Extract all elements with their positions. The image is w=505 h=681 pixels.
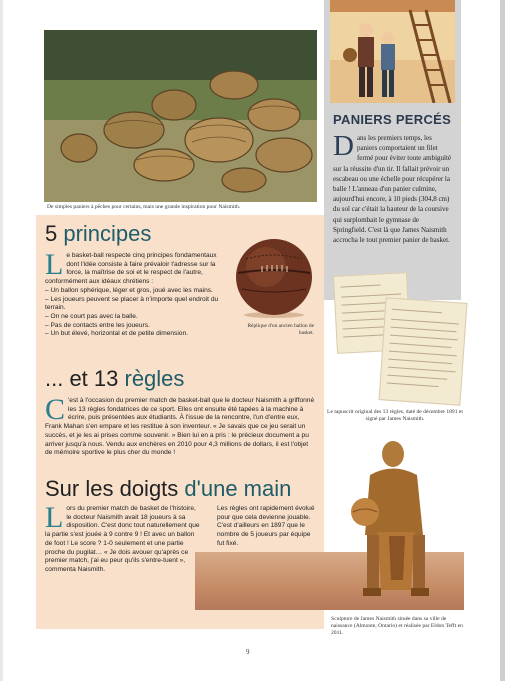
heading-principes-accent: principes [63,221,152,246]
regles-body [45,393,317,458]
illustration-ladder-scene [330,0,455,103]
regles-dropcap: C [45,393,66,426]
top-photo-caption: De simples paniers à pêches pour certains, mais une grande inspiration pour Naismith. [47,204,241,210]
principes-item: – Pas de contacts entre les joueurs. [45,321,150,329]
ball-caption: Réplique d'un ancien ballon de basket. [247,323,314,336]
doigts-col2: Les règles ont rapidement évolué pour que cela devienne jouable. C'est d'ailleurs en 1897 que le nombre de 5 joueurs par équipe fut fixé. [217,505,315,547]
heading-regles-plain: ... et 13 [45,366,125,391]
sidebar-text: ans les premiers temps, les paniers comportaient un filet fermé pour éviter toute ambiguïté sur la réussite d'un tir. Il fallait prévoir un escabeau ou une échelle pour récupérer la balle ! L'anneau d'un panier culmine, aujourd'hui encore, à 10 pieds (304,8 cm) du sol car c'était la hauteur de la coursive qui surplombait le gymnase de Springfield. C'est là que James Naismith accrocha le tout premier panier de basket. [333,134,452,245]
rules-document-page-2 [379,297,468,405]
page-edge-shadow [500,0,505,681]
principes-item: – On ne court pas avec la balle. [45,312,138,320]
photo-peach-baskets [44,30,317,202]
principes-item: – Un ballon sphérique, léger et gros, joué avec les mains. [45,286,213,294]
principes-item: – Les joueurs peuvent se placer à n'importe quel endroit du terrain. [45,295,219,312]
heading-doigts [45,476,291,502]
sidebar-title: PANIERS PERCÉS [333,112,452,127]
heading-principes-plain: 5 [45,221,64,246]
sidebar-dropcap: D [333,130,354,162]
doigts-col1-text: ors du premier match de basket de l'histoire, le docteur Naismith avait 18 joueurs à sa disposition. C'est donc tout naturellement que la partie s'est jouée à 9 contre 9 ! Et avec un ballon de foot ! Le score ? 1-0 seulement et une partie proche du pugilat… « Je dois avouer qu'après ce premier match, j'ai eu peur qu'ils s'entre-tuent », commenta Naismith. [45,505,200,573]
doigts-dropcap: L [45,501,64,534]
principes-item: – Un but élevé, horizontal et de petite dimension. [45,330,188,338]
heading-doigts-accent: d'une main [184,476,292,501]
heading-doigts-plain: Sur les doigts [45,476,185,501]
vintage-basketball-photo [232,237,316,319]
naismith-statue [345,440,445,608]
principes-intro: e basket-ball respecte cinq principes fondamentaux dont l'idée consiste à faire prévaloir l'adresse sur la force, la maîtrise de soi et le respect de l'autre, conformément aux idéaux chrétiens : [45,252,217,286]
sidebar-body [333,130,453,245]
rules-document-caption: Le tapuscrit original des 13 règles, daté de décembre 1891 et signé par James Naismith. [327,409,463,422]
heading-principes [45,221,151,247]
principes-dropcap: L [45,248,64,281]
statue-caption: Sculpture de James Naismith située dans sa ville de naissance (Almonte, Ontario) et réalisée par Eldon Tefft en 2011. [331,616,463,636]
principes-body [45,248,231,339]
heading-regles-accent: règles [124,366,185,391]
baskets-illustration [44,30,317,202]
heading-regles [45,366,184,392]
regles-text: 'est à l'occasion du premier match de basket-ball que le docteur Naismith a griffonné les 13 règles fondatrices de ce sport. Elles ont ensuite été tapées à la machine à écrire, puis présentées aux étudiants. À l'issue de la rencontre, l'un d'entre eux, Frank Mahan s'en empare et les restitue à son inventeur. « Je savais que ce jeu serait un succès, et je les ai prises comme souvenir. » Bien lui en a pris : le précieux document a pu arriver jusqu'à nous. Vendu aux enchères en 2010 pour 4,3 millions de dollars, il est l'objet de mémoire sportive le plus cher du monde ! [45,397,315,457]
page-number: 9 [246,648,250,656]
doigts-col1 [45,501,201,575]
